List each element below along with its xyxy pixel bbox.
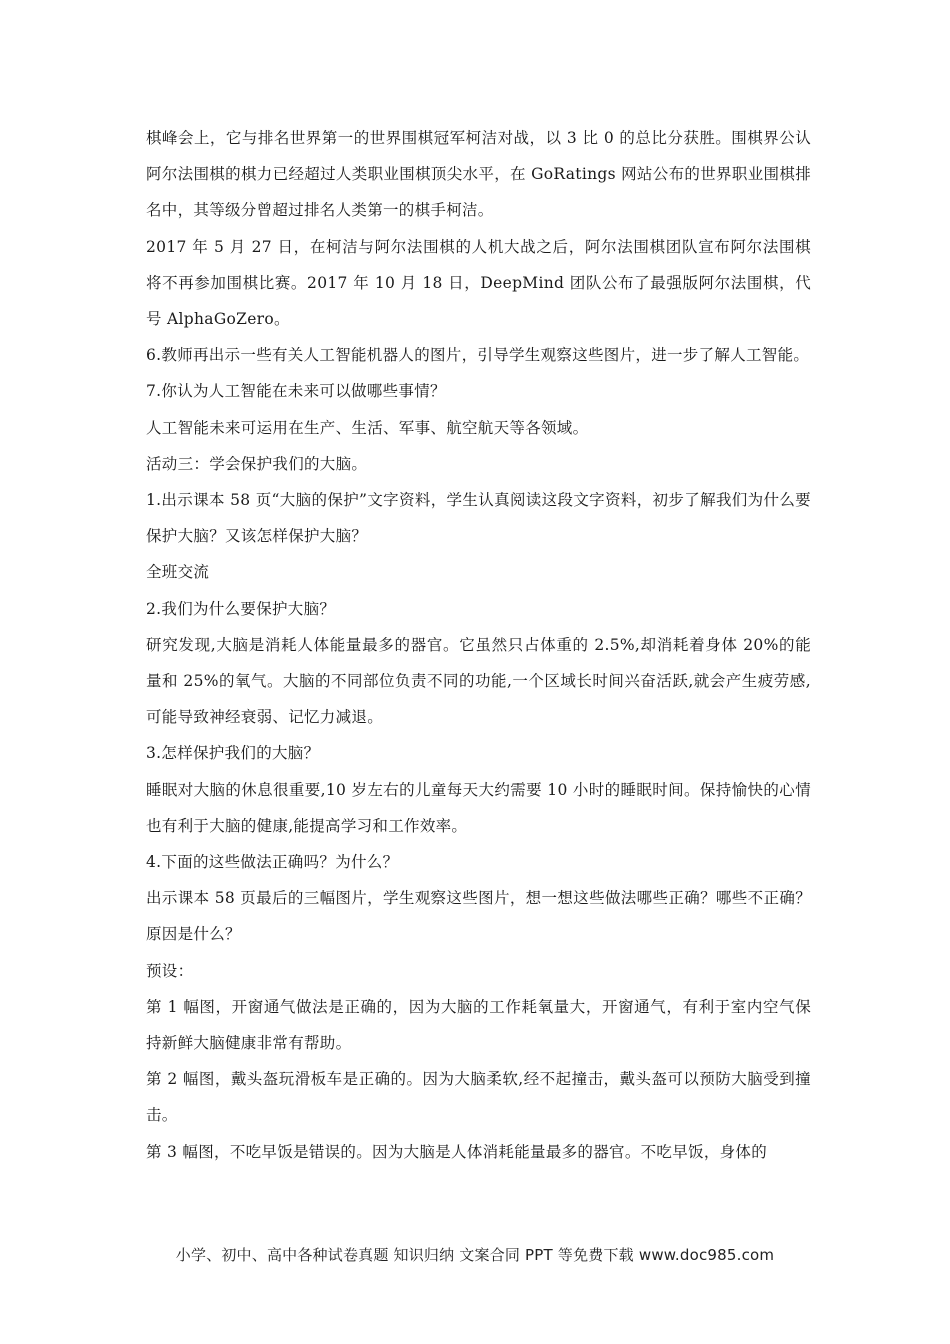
paragraph: 1.出示课本 58 页“大脑的保护”文字资料，学生认真阅读这段文字资料，初步了解我们为什么要保护大脑？又该怎样保护大脑？	[146, 491, 811, 546]
paragraph: 2017 年 5 月 27 日，在柯洁与阿尔法围棋的人机大战之后，阿尔法围棋团队宣布阿尔法围棋将不再参加围棋比赛。2017 年 10 月 18 日，DeepMind 团队公布了最强版阿尔法围棋，代号 AlphaGoZero。	[146, 237, 811, 329]
paragraph: 第 1 幅图，开窗通气做法是正确的，因为大脑的工作耗氧量大，开窗通气，有利于室内空气保持新鲜大脑健康非常有帮助。	[146, 997, 811, 1053]
section-heading: 活动三：学会保护我们的大脑。	[146, 454, 368, 473]
paragraph: 睡眠对大脑的休息很重要,10 岁左右的儿童每天大约需要 10 小时的睡眠时间。保持愉快的心情也有利于大脑的健康,能提高学习和工作效率。	[146, 780, 811, 835]
paragraph: 棋峰会上，它与排名世界第一的世界围棋冠军柯洁对战，以 3 比 0 的总比分获胜。围棋界公认阿尔法围棋的棋力已经超过人类职业围棋顶尖水平，在 GoRatings 网站公布的世界职业围棋排名中，其等级分曾超过排名人类第一的棋手柯洁。	[146, 129, 811, 220]
paragraph: 全班交流	[146, 563, 210, 582]
paragraph: 预设：	[146, 961, 194, 980]
paragraph: 7.你认为人工智能在未来可以做哪些事情？	[146, 382, 446, 401]
paragraph: 2.我们为什么要保护大脑？	[146, 599, 336, 618]
paragraph: 3.怎样保护我们的大脑？	[146, 744, 320, 763]
paragraph: 第 3 幅图，不吃早饭是错误的。因为大脑是人体消耗能量最多的器官。不吃早饭，身体的	[146, 1142, 768, 1161]
paragraph: 6.教师再出示一些有关人工智能机器人的图片，引导学生观察这些图片，进一步了解人工智能。	[146, 346, 810, 365]
page-footer: 小学、初中、高中各种试卷真题 知识归纳 文案合同 PPT 等免费下载 www.doc985.com	[175, 1246, 775, 1264]
paragraph: 研究发现,大脑是消耗人体能量最多的器官。它虽然只占体重的 2.5%,却消耗着身体 20%的能量和 25%的氧气。大脑的不同部位负责不同的功能,一个区域长时间兴奋活跃,就会产生疲劳感,可能导致神经衰弱、记忆力减退。	[146, 635, 811, 727]
document-body	[146, 120, 811, 1170]
paragraph: 第 2 幅图，戴头盔玩滑板车是正确的。因为大脑柔软,经不起撞击，戴头盔可以预防大脑受到撞击。	[146, 1070, 811, 1125]
paragraph: 4.下面的这些做法正确吗？为什么？	[146, 853, 399, 872]
paragraph: 出示课本 58 页最后的三幅图片，学生观察这些图片，想一想这些做法哪些正确？哪些不正确？原因是什么？	[146, 889, 811, 944]
paragraph: 人工智能未来可运用在生产、生活、军事、航空航天等各领域。	[146, 418, 589, 437]
